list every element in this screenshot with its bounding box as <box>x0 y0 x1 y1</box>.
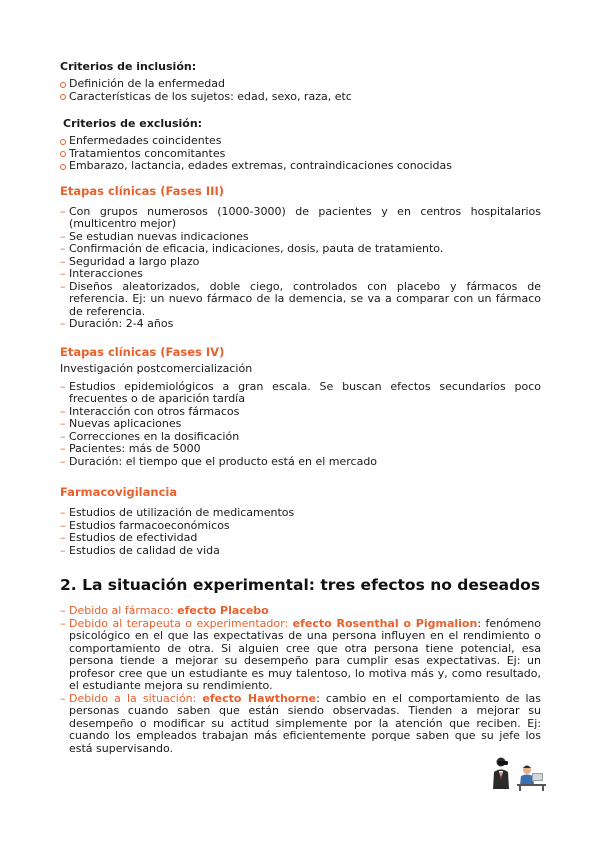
list-item: – Interacción con otros fármacos <box>60 406 541 419</box>
list-item: – Interacciones <box>60 268 541 281</box>
list-item: – Estudios farmacoeconómicos <box>60 520 541 533</box>
list-item: – Estudios epidemiológicos a gran escala. Se buscan efectos secundarios poco frecuentes o de aparición tardía <box>60 381 541 406</box>
pharmacovigilance-list <box>60 507 541 557</box>
effects-list <box>60 605 541 755</box>
list-item: Definición de la enfermedad <box>60 78 541 91</box>
observer-illustration-icon <box>490 755 546 791</box>
effect-rosenthal-item <box>60 618 541 693</box>
effect-desc: : fenómeno psicológico en el que las expectativas de una persona influyen en el rendimiento o comportamiento de otra. Si alguien cree que otra persona tiene potencial, esa persona tiende a mejorar su desempeño para cumplir esas expectativas. Ej: un profesor cree que un estudiante es muy talentoso, lo motiva más y, como resultado, el estudiante mejora su rendimiento. <box>69 616 542 692</box>
effect-lead: Debido al fármaco: <box>69 604 174 617</box>
list-item: – Estudios de calidad de vida <box>60 545 541 558</box>
list-item: – Estudios de efectividad <box>60 532 541 545</box>
phase-4-list <box>60 381 541 469</box>
effect-name: efecto Hawthorne <box>202 691 317 705</box>
list-item: – Nuevas aplicaciones <box>60 418 541 431</box>
list-item: – Confirmación de eficacia, indicaciones, dosis, pauta de tratamiento. <box>60 243 541 256</box>
inclusion-criteria-heading: Criterios de inclusión: <box>60 60 197 73</box>
list-item: – Diseños aleatorizados, doble ciego, controlados con placebo y fármacos de referencia. Ej: un nuevo fármaco de la demencia, se va a comparar con un fármaco de referencia. <box>60 281 541 319</box>
phase-3-heading: Etapas clínicas (Fases III) <box>60 183 224 198</box>
list-item: Características de los sujetos: edad, sexo, raza, etc <box>60 91 541 104</box>
section-2-title: 2. La situación experimental: tres efectos no deseados <box>60 576 541 594</box>
effect-lead: Debido al terapeuta o experimentador: <box>69 616 289 630</box>
list-item: – Se estudian nuevas indicaciones <box>60 231 541 244</box>
list-item: Embarazo, lactancia, edades extremas, contraindicaciones conocidas <box>60 160 541 173</box>
exclusion-criteria-list <box>60 135 541 173</box>
exclusion-criteria-heading: Criterios de exclusión: <box>63 117 203 130</box>
list-item: Tratamientos concomitantes <box>60 148 541 161</box>
effect-name: efecto Rosenthal o Pigmalion <box>292 616 478 630</box>
list-item: Enfermedades coincidentes <box>60 135 541 148</box>
list-item: – Correcciones en la dosificación <box>60 431 541 444</box>
page-content <box>60 60 541 755</box>
phase-4-heading: Etapas clínicas (Fases IV) <box>60 344 225 359</box>
phase-4-intro: Investigación postcomercialización <box>60 361 253 375</box>
effect-lead: Debido a la situación: <box>69 691 197 705</box>
effect-desc: : cambio en el comportamiento de las personas cuando saben que están siendo observadas. Tienden a mejorar su desempeño o modificar su actitud simplemente por la atención que reciben. Ej: cuando los empleados trabajan más eficientemente porque saben que su jefe los está supervisando. <box>69 691 542 755</box>
inclusion-criteria-list <box>60 78 541 103</box>
list-item: – Seguridad a largo plazo <box>60 256 541 269</box>
list-item: – Pacientes: más de 5000 <box>60 443 541 456</box>
pharmacovigilance-heading: Farmacovigilancia <box>60 485 178 499</box>
list-item: – Duración: el tiempo que el producto está en el mercado <box>60 456 541 469</box>
list-item: – Duración: 2-4 años <box>60 318 541 331</box>
effect-name: efecto Placebo <box>177 604 269 617</box>
list-item: – Estudios de utilización de medicamentos <box>60 507 541 520</box>
list-item: – Con grupos numerosos (1000-3000) de pacientes y en centros hospitalarios (multicentro mejor) <box>60 206 541 231</box>
phase-3-list <box>60 206 541 331</box>
effect-hawthorne-item <box>60 693 541 756</box>
